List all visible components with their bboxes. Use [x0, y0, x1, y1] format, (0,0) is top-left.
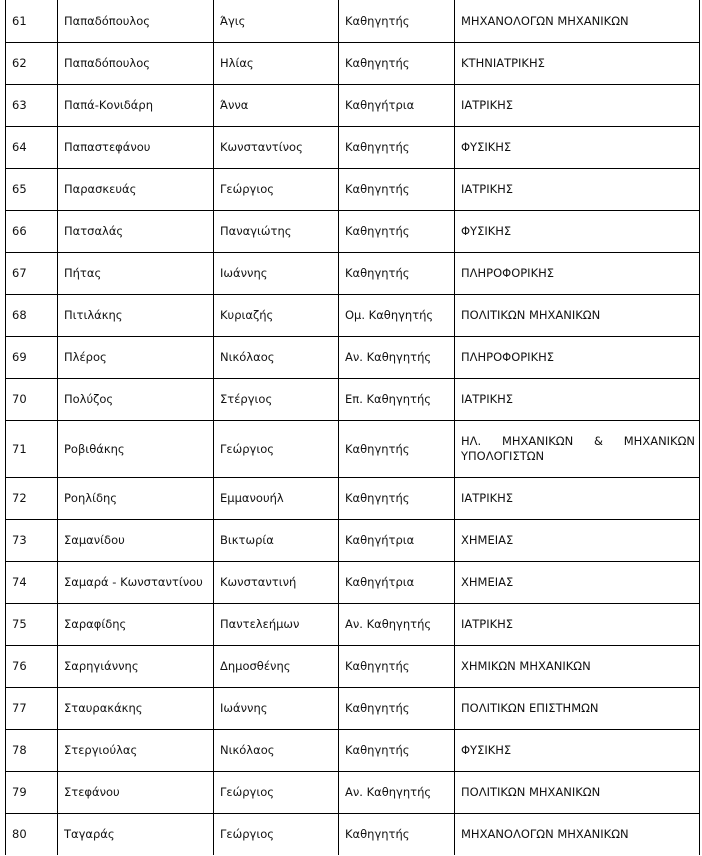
- row-number: 66: [6, 211, 58, 253]
- surname-cell: Σαμανίδου: [58, 520, 214, 562]
- table-row: [6, 814, 700, 856]
- row-number: 77: [6, 688, 58, 730]
- school-cell: ΠΛΗΡΟΦΟΡΙΚΗΣ: [455, 253, 700, 295]
- surname-cell: Πλέρος: [58, 337, 214, 379]
- first-name-cell: Παναγιώτης: [214, 211, 339, 253]
- row-number: 75: [6, 604, 58, 646]
- row-number: 80: [6, 814, 58, 856]
- table-row: [6, 169, 700, 211]
- rank-cell: Καθηγητής: [339, 688, 455, 730]
- row-number: 65: [6, 169, 58, 211]
- first-name-cell: Κωνσταντινή: [214, 562, 339, 604]
- surname-cell: Παπαστεφάνου: [58, 127, 214, 169]
- school-cell: ΙΑΤΡΙΚΗΣ: [455, 169, 700, 211]
- row-number: 69: [6, 337, 58, 379]
- first-name-cell: Γεώργιος: [214, 772, 339, 814]
- school-cell: ΦΥΣΙΚΗΣ: [455, 730, 700, 772]
- surname-cell: Στεργιούλας: [58, 730, 214, 772]
- rank-cell: Καθηγήτρια: [339, 520, 455, 562]
- table-row: [6, 730, 700, 772]
- school-cell: ΦΥΣΙΚΗΣ: [455, 127, 700, 169]
- rank-cell: Καθηγητής: [339, 421, 455, 478]
- row-number: 64: [6, 127, 58, 169]
- table-row: [6, 646, 700, 688]
- row-number: 68: [6, 295, 58, 337]
- school-cell: ΗΛ. ΜΗΧΑΝΙΚΩΝ & ΜΗΧΑΝΙΚΩΝ ΥΠΟΛΟΓΙΣΤΩΝ: [455, 421, 700, 478]
- first-name-cell: Γεώργιος: [214, 169, 339, 211]
- table-row: [6, 0, 700, 43]
- row-number: 71: [6, 421, 58, 478]
- table-row: [6, 295, 700, 337]
- table-row: [6, 253, 700, 295]
- first-name-cell: Ιωάννης: [214, 253, 339, 295]
- first-name-cell: Ηλίας: [214, 43, 339, 85]
- surname-cell: Παπαδόπουλος: [58, 43, 214, 85]
- school-cell: ΙΑΤΡΙΚΗΣ: [455, 604, 700, 646]
- school-cell: ΧΗΜΕΙΑΣ: [455, 520, 700, 562]
- table-row: [6, 421, 700, 478]
- surname-cell: Πολύζος: [58, 379, 214, 421]
- first-name-cell: Ιωάννης: [214, 688, 339, 730]
- school-cell: ΜΗΧΑΝΟΛΟΓΩΝ ΜΗΧΑΝΙΚΩΝ: [455, 0, 700, 43]
- first-name-cell: Κωνσταντίνος: [214, 127, 339, 169]
- surname-cell: Παρασκευάς: [58, 169, 214, 211]
- surname-cell: Σαμαρά - Κωνσταντίνου: [58, 562, 214, 604]
- school-cell: ΧΗΜΙΚΩΝ ΜΗΧΑΝΙΚΩΝ: [455, 646, 700, 688]
- rank-cell: Καθηγήτρια: [339, 562, 455, 604]
- surname-cell: Σαραφίδης: [58, 604, 214, 646]
- surname-cell: Πιτιλάκης: [58, 295, 214, 337]
- first-name-cell: Άννα: [214, 85, 339, 127]
- school-cell: ΠΟΛΙΤΙΚΩΝ ΜΗΧΑΝΙΚΩΝ: [455, 295, 700, 337]
- school-cell: ΠΟΛΙΤΙΚΩΝ ΕΠΙΣΤΗΜΩΝ: [455, 688, 700, 730]
- school-cell: ΦΥΣΙΚΗΣ: [455, 211, 700, 253]
- row-number: 78: [6, 730, 58, 772]
- row-number: 67: [6, 253, 58, 295]
- row-number: 79: [6, 772, 58, 814]
- table-row: [6, 127, 700, 169]
- rank-cell: Καθηγητής: [339, 730, 455, 772]
- rank-cell: Καθηγητής: [339, 253, 455, 295]
- row-number: 73: [6, 520, 58, 562]
- rank-cell: Καθηγητής: [339, 0, 455, 43]
- table-row: [6, 478, 700, 520]
- first-name-cell: Άγις: [214, 0, 339, 43]
- school-cell: ΙΑΤΡΙΚΗΣ: [455, 379, 700, 421]
- rank-cell: Καθηγητής: [339, 211, 455, 253]
- school-cell: ΚΤΗΝΙΑΤΡΙΚΗΣ: [455, 43, 700, 85]
- table-row: [6, 520, 700, 562]
- row-number: 76: [6, 646, 58, 688]
- school-cell: ΠΛΗΡΟΦΟΡΙΚΗΣ: [455, 337, 700, 379]
- rank-cell: Καθηγητής: [339, 646, 455, 688]
- rank-cell: Καθηγήτρια: [339, 85, 455, 127]
- first-name-cell: Παντελεήμων: [214, 604, 339, 646]
- rank-cell: Καθηγητής: [339, 169, 455, 211]
- faculty-table-body: [6, 0, 700, 855]
- school-cell: ΠΟΛΙΤΙΚΩΝ ΜΗΧΑΝΙΚΩΝ: [455, 772, 700, 814]
- faculty-table: [5, 0, 700, 855]
- surname-cell: Σαρηγιάννης: [58, 646, 214, 688]
- rank-cell: Ομ. Καθηγητής: [339, 295, 455, 337]
- table-row: [6, 43, 700, 85]
- table-row: [6, 85, 700, 127]
- surname-cell: Πατσαλάς: [58, 211, 214, 253]
- school-cell: ΙΑΤΡΙΚΗΣ: [455, 478, 700, 520]
- surname-cell: Παπαδόπουλος: [58, 0, 214, 43]
- surname-cell: Ροβιθάκης: [58, 421, 214, 478]
- first-name-cell: Νικόλαος: [214, 337, 339, 379]
- school-cell: ΧΗΜΕΙΑΣ: [455, 562, 700, 604]
- surname-cell: Σταυρακάκης: [58, 688, 214, 730]
- rank-cell: Αν. Καθηγητής: [339, 772, 455, 814]
- table-row: [6, 337, 700, 379]
- row-number: 63: [6, 85, 58, 127]
- rank-cell: Αν. Καθηγητής: [339, 604, 455, 646]
- row-number: 70: [6, 379, 58, 421]
- row-number: 72: [6, 478, 58, 520]
- first-name-cell: Γεώργιος: [214, 421, 339, 478]
- rank-cell: Καθηγητής: [339, 478, 455, 520]
- table-row: [6, 211, 700, 253]
- first-name-cell: Βικτωρία: [214, 520, 339, 562]
- first-name-cell: Νικόλαος: [214, 730, 339, 772]
- surname-cell: Πήτας: [58, 253, 214, 295]
- surname-cell: Ροηλίδης: [58, 478, 214, 520]
- table-row: [6, 772, 700, 814]
- first-name-cell: Δημοσθένης: [214, 646, 339, 688]
- rank-cell: Αν. Καθηγητής: [339, 337, 455, 379]
- rank-cell: Καθηγητής: [339, 43, 455, 85]
- school-cell: ΜΗΧΑΝΟΛΟΓΩΝ ΜΗΧΑΝΙΚΩΝ: [455, 814, 700, 856]
- table-row: [6, 604, 700, 646]
- first-name-cell: Στέργιος: [214, 379, 339, 421]
- first-name-cell: Γεώργιος: [214, 814, 339, 856]
- table-row: [6, 688, 700, 730]
- school-cell: ΙΑΤΡΙΚΗΣ: [455, 85, 700, 127]
- row-number: 61: [6, 0, 58, 43]
- table-row: [6, 562, 700, 604]
- table-row: [6, 379, 700, 421]
- row-number: 62: [6, 43, 58, 85]
- rank-cell: Καθηγητής: [339, 814, 455, 856]
- surname-cell: Παπά-Κονιδάρη: [58, 85, 214, 127]
- first-name-cell: Κυριαζής: [214, 295, 339, 337]
- surname-cell: Στεφάνου: [58, 772, 214, 814]
- first-name-cell: Εμμανουήλ: [214, 478, 339, 520]
- surname-cell: Ταγαράς: [58, 814, 214, 856]
- row-number: 74: [6, 562, 58, 604]
- rank-cell: Καθηγητής: [339, 127, 455, 169]
- rank-cell: Επ. Καθηγητής: [339, 379, 455, 421]
